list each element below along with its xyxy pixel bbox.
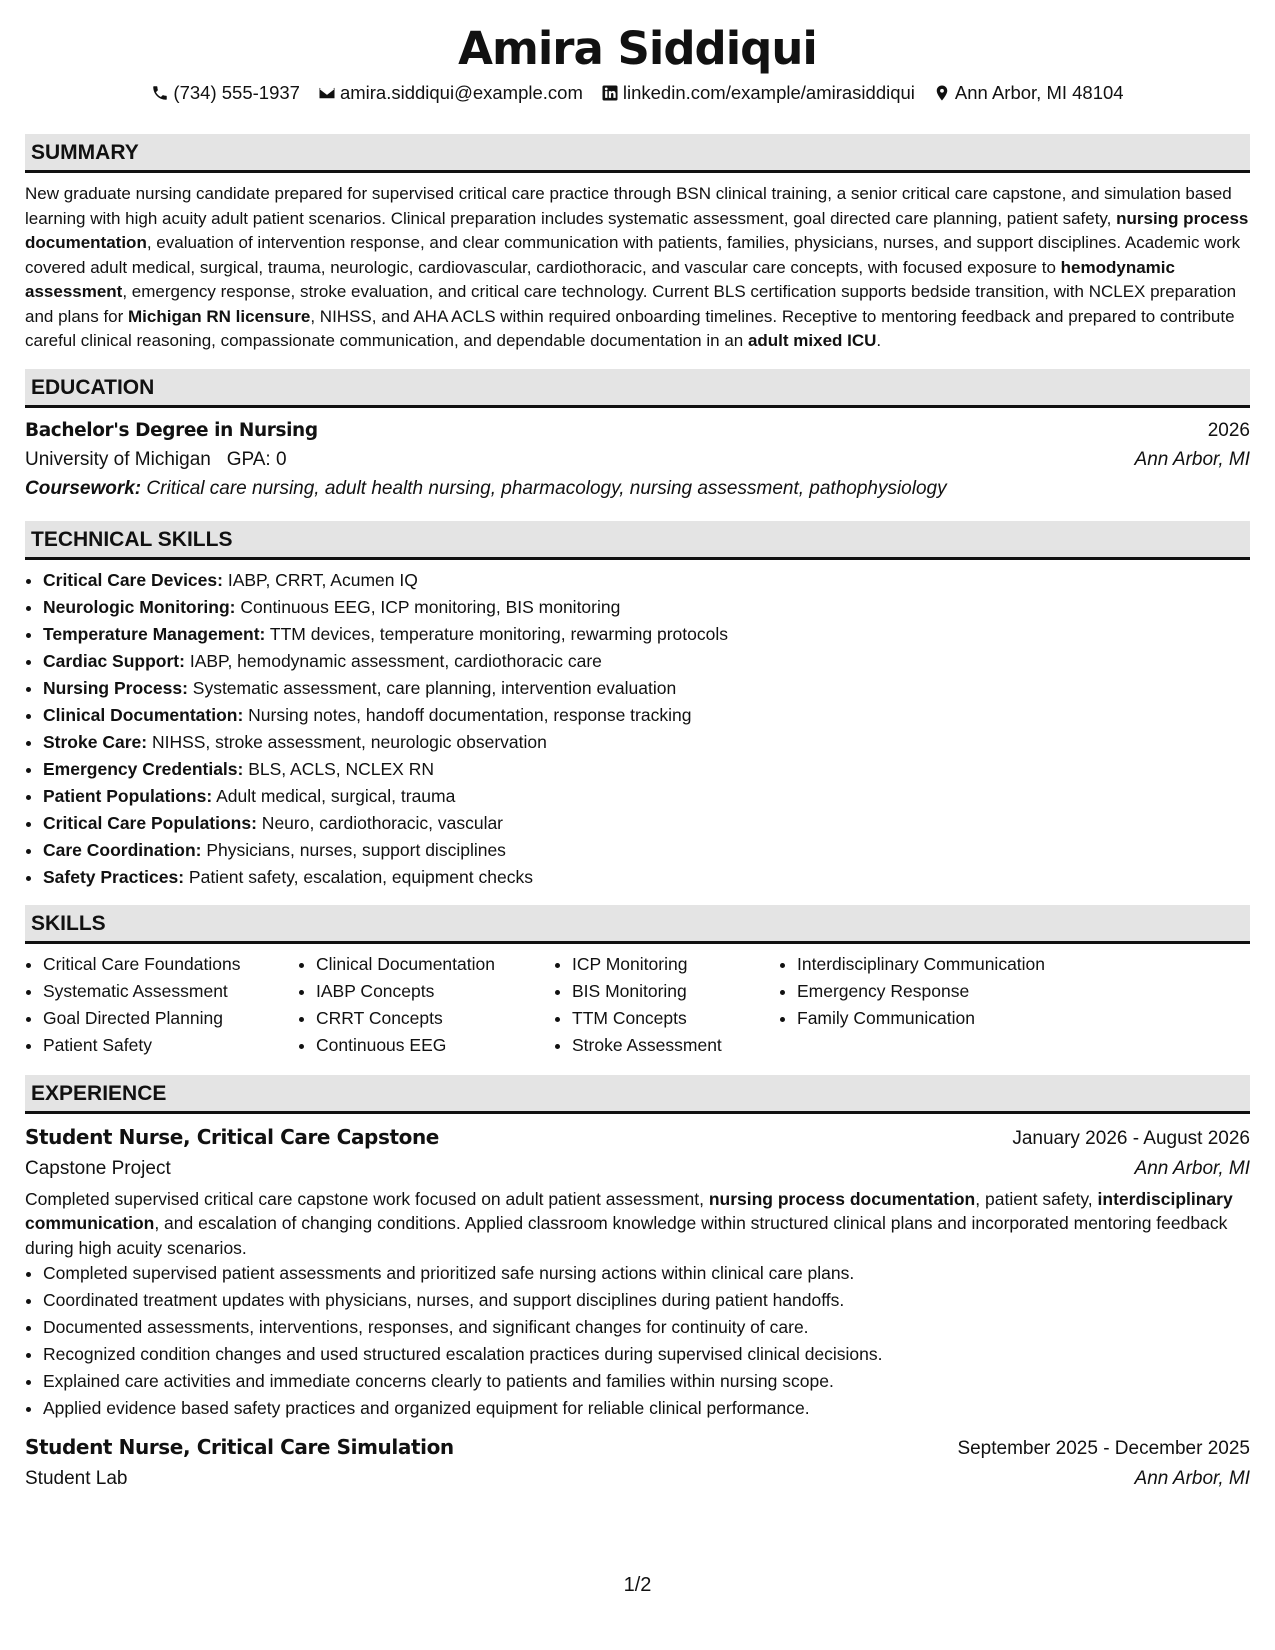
list-item: • TTM Concepts (572, 1005, 779, 1032)
linkedin-icon (601, 84, 619, 102)
candidate-name: Amira Siddiqui (458, 22, 817, 75)
skills-heading: SKILLS (25, 905, 1250, 944)
job-location: Ann Arbor, MI (1134, 1157, 1250, 1179)
list-item: • Completed supervised patient assessments and prioritized safe nursing actions within clinical care plans. (43, 1260, 1250, 1287)
job-location: Ann Arbor, MI (1134, 1468, 1250, 1489)
list-item: • IABP Concepts (316, 978, 554, 1005)
list-item: • BIS Monitoring (572, 978, 779, 1005)
skills-grid (25, 951, 1250, 1059)
contact-bar (25, 80, 1250, 106)
technical-skills-section (25, 521, 1250, 891)
list-item: • Continuous EEG (316, 1032, 554, 1059)
job-title: Student Nurse, Critical Care Simulation (25, 1435, 454, 1459)
map-pin-icon (933, 84, 951, 102)
location-text: Ann Arbor, MI 48104 (954, 82, 1124, 103)
school-name: University of Michigan (25, 448, 211, 470)
list-item: • CRRT Concepts (316, 1005, 554, 1032)
skills-column (25, 951, 298, 1059)
job-organization: Capstone Project (25, 1157, 171, 1179)
list-item: • Explained care activities and immediate concerns clearly to patients and families within nursing scope. (43, 1368, 1250, 1395)
job-bullets (25, 1260, 1250, 1422)
degree-year: 2026 (1207, 419, 1250, 441)
job-dates: September 2025 - December 2025 (957, 1438, 1250, 1459)
list-item: • Critical Care Populations: Neuro, cardiothoracic, vascular (43, 810, 1250, 837)
list-item: • Coordinated treatment updates with physicians, nurses, and support disciplines during patient handoffs. (43, 1287, 1250, 1314)
resume-page (25, 0, 1250, 1494)
phone-text: (734) 555-1937 (173, 82, 300, 103)
technical-skills-list (25, 567, 1250, 891)
list-item: • Emergency Response (797, 978, 1045, 1005)
list-item: • Emergency Credentials: BLS, ACLS, NCLEX RN (43, 756, 1250, 783)
list-item: • Applied evidence based safety practices and organized equipment for reliable clinical performance. (43, 1395, 1250, 1422)
email-link[interactable]: amira.siddiqui@example.com (339, 82, 583, 103)
list-item: • Cardiac Support: IABP, hemodynamic assessment, cardiothoracic care (43, 648, 1250, 675)
contact-email[interactable] (318, 80, 583, 106)
education-heading: EDUCATION (25, 369, 1250, 408)
experience-heading: EXPERIENCE (25, 1075, 1250, 1114)
list-item: • Interdisciplinary Communication (797, 951, 1045, 978)
linkedin-link[interactable]: linkedin.com/example/amirasiddiqui (622, 82, 915, 103)
skills-section (25, 905, 1250, 1059)
list-item: • Temperature Management: TTM devices, temperature monitoring, rewarming protocols (43, 621, 1250, 648)
contact-phone (151, 80, 300, 106)
list-item: • Goal Directed Planning (43, 1005, 298, 1032)
list-item: • Safety Practices: Patient safety, escalation, equipment checks (43, 864, 1250, 891)
experience-entry (25, 1122, 1250, 1423)
list-item: • Stroke Care: NIHSS, stroke assessment, neurologic observation (43, 729, 1250, 756)
phone-icon (151, 84, 169, 102)
list-item: • Care Coordination: Physicians, nurses, support disciplines (43, 837, 1250, 864)
experience-entry (25, 1432, 1250, 1494)
gpa: GPA: 0 (226, 448, 287, 470)
list-item: • Recognized condition changes and used structured escalation practices during supervised clinical decisions. (43, 1341, 1250, 1368)
list-item: • Clinical Documentation: Nursing notes, handoff documentation, response tracking (43, 702, 1250, 729)
list-item: • Stroke Assessment (572, 1032, 779, 1059)
skills-column (554, 951, 779, 1059)
job-description: Completed supervised critical care capstone work focused on adult patient assessment, nursing process documentation, patient safety, interdisciplinary communication, and escalation of changing conditions. Applied classroom knowledge within structured clinical plans and incorporated mentoring feedback during high acuity scenarios. (25, 1188, 1233, 1258)
list-item: • Critical Care Devices: IABP, CRRT, Acumen IQ (43, 567, 1250, 594)
list-item: • Patient Populations: Adult medical, surgical, trauma (43, 783, 1250, 810)
skills-column (298, 951, 554, 1059)
education-section (25, 369, 1250, 503)
coursework-list: Critical care nursing, adult health nursing, pharmacology, nursing assessment, pathophysiology (141, 477, 947, 499)
coursework (25, 474, 1250, 503)
coursework-label: Coursework: (25, 477, 142, 499)
list-item: • Clinical Documentation (316, 951, 554, 978)
summary-paragraph: New graduate nursing candidate prepared for supervised critical care practice through BSN clinical training, a senior critical care capstone, and simulation based learning with high acuity adult patient scenarios. Clinical preparation includes systematic assessment, goal directed care planning, patient safety, nursing process documentation, evaluation of intervention response, and clear communication with patients, families, physicians, nurses, and support disciplines. Academic work covered adult medical, surgical, trauma, neurologic, cardiovascular, cardiothoracic, and vascular care concepts, with focused exposure to hemodynamic assessment, emergency response, stroke evaluation, and critical care technology. Current BLS certification supports bedside transition, with NCLEX preparation and plans for Michigan RN licensure, NIHSS, and AHA ACLS within required onboarding timelines. Receptive to mentoring feedback and prepared to contribute careful clinical reasoning, compassionate communication, and dependable documentation in an adult mixed ICU. (25, 184, 1249, 350)
job-organization: Student Lab (25, 1468, 128, 1489)
job-title: Student Nurse, Critical Care Capstone (25, 1124, 439, 1149)
experience-section (25, 1075, 1250, 1495)
list-item: • Documented assessments, interventions, responses, and significant changes for continuity of care. (43, 1314, 1250, 1341)
school-location: Ann Arbor, MI (1134, 448, 1250, 470)
summary-heading: SUMMARY (25, 134, 1250, 173)
degree-title: Bachelor's Degree in Nursing (25, 419, 318, 441)
list-item: • Patient Safety (43, 1032, 298, 1059)
list-item: • Critical Care Foundations (43, 951, 298, 978)
job-dates: January 2026 - August 2026 (1012, 1127, 1250, 1149)
contact-linkedin[interactable] (601, 80, 915, 106)
contact-location (933, 80, 1124, 106)
page-number: 1/2 (623, 1574, 652, 1596)
list-item: • Nursing Process: Systematic assessment, care planning, intervention evaluation (43, 675, 1250, 702)
envelope-icon (318, 84, 336, 102)
list-item: • ICP Monitoring (572, 951, 779, 978)
list-item: • Family Communication (797, 1005, 1045, 1032)
school-line (25, 445, 287, 474)
list-item: • Systematic Assessment (43, 978, 298, 1005)
technical-skills-heading: TECHNICAL SKILLS (25, 521, 1250, 560)
skills-column (779, 951, 1045, 1059)
list-item: • Neurologic Monitoring: Continuous EEG, ICP monitoring, BIS monitoring (43, 594, 1250, 621)
